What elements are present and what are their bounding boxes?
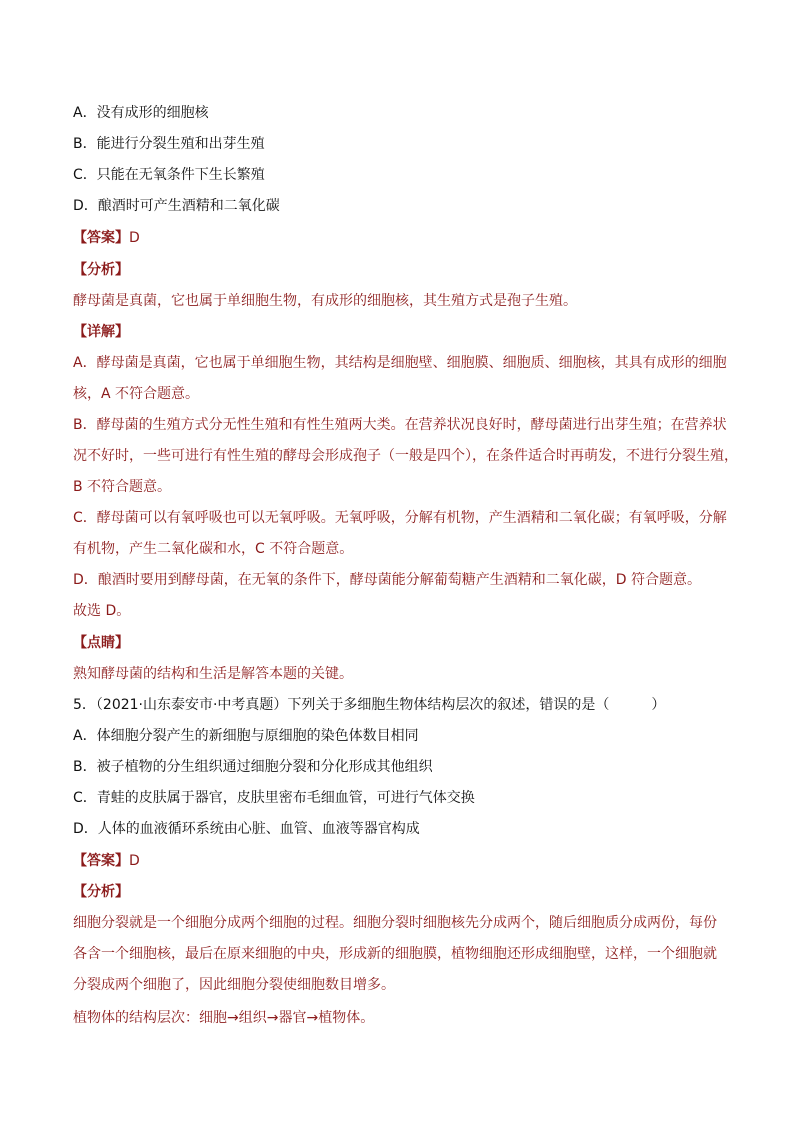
q5-analysis-line: 各含一个细胞核，最后在原来细胞的中央，形成新的细胞膜，植物细胞还形成细胞壁，这样，一个细胞就: [73, 946, 717, 962]
answer-label: 【答案】: [73, 230, 129, 246]
answer-label: 【答案】: [73, 853, 129, 869]
q5-analysis-line: 植物体的结构层次：细胞→组织→器官→植物体。: [73, 1010, 375, 1026]
q5-option-a: A．体细胞分裂产生的新细胞与原细胞的染色体数目相同: [73, 728, 419, 744]
q4-conclusion: 故选 D。: [73, 603, 131, 619]
q4-option-c: C．只能在无氧条件下生长繁殖: [73, 167, 265, 183]
q4-point-text: 熟知酵母菌的结构和生活是解答本题的关键。: [73, 666, 353, 682]
q4-detail-label: 【详解】: [73, 324, 129, 340]
q4-detail-line: B 不符合题意。: [73, 479, 172, 495]
q5-option-b: B．被子植物的分生组织通过细胞分裂和分化形成其他组织: [73, 759, 433, 775]
q5-option-d: D．人体的血液循环系统由心脏、血管、血液等器官构成: [73, 821, 420, 837]
q4-option-b: B．能进行分裂生殖和出芽生殖: [73, 136, 265, 152]
q5-answer: [73, 851, 140, 871]
q4-analysis-label: 【分析】: [73, 262, 129, 278]
q5-analysis-line: 细胞分裂就是一个细胞分成两个细胞的过程。细胞分裂时细胞核先分成两个，随后细胞质分成两份，每份: [73, 915, 717, 931]
q4-detail-line: C．酵母菌可以有氧呼吸也可以无氧呼吸。无氧呼吸，分解有机物，产生酒精和二氧化碳；有氧呼吸，分解: [73, 510, 727, 526]
answer-value: D: [129, 230, 140, 246]
q5-stem: 5．（2021·山东泰安市·中考真题）下列关于多细胞生物体结构层次的叙述，错误的是（ ）: [73, 697, 666, 713]
q4-analysis-text: 酵母菌是真菌，它也属于单细胞生物，有成形的细胞核，其生殖方式是孢子生殖。: [73, 293, 577, 309]
q4-option-a: A．没有成形的细胞核: [73, 105, 209, 121]
q4-detail-line: D．酿酒时要用到酵母菌，在无氧的条件下，酵母菌能分解葡萄糖产生酒精和二氧化碳，D 符合题意。: [73, 572, 702, 588]
q4-answer: [73, 228, 140, 248]
q4-detail-line: 况不好时，一些可进行有性生殖的酵母会形成孢子（一般是四个），在条件适合时再萌发，不进行分裂生殖，: [73, 448, 738, 464]
q5-analysis-label: 【分析】: [73, 884, 129, 900]
q4-detail-line: 核，A 不符合题意。: [73, 386, 200, 402]
q4-detail-line: 有机物，产生二氧化碳和水，C 不符合题意。: [73, 541, 354, 557]
q4-detail-line: B．酵母菌的生殖方式分无性生殖和有性生殖两大类。在营养状况良好时，酵母菌进行出芽生殖；在营养状: [73, 417, 727, 433]
q5-analysis-line: 分裂成两个细胞了，因此细胞分裂使细胞数目增多。: [73, 977, 395, 993]
q4-detail-line: A．酵母菌是真菌，它也属于单细胞生物，其结构是细胞壁、细胞膜、细胞质、细胞核，其具有成形的细胞: [73, 355, 727, 371]
q5-option-c: C．青蛙的皮肤属于器官，皮肤里密布毛细血管，可进行气体交换: [73, 790, 475, 806]
q4-option-d: D．酿酒时可产生酒精和二氧化碳: [73, 198, 280, 214]
answer-value: D: [129, 853, 140, 869]
q4-point-label: 【点睛】: [73, 635, 129, 651]
